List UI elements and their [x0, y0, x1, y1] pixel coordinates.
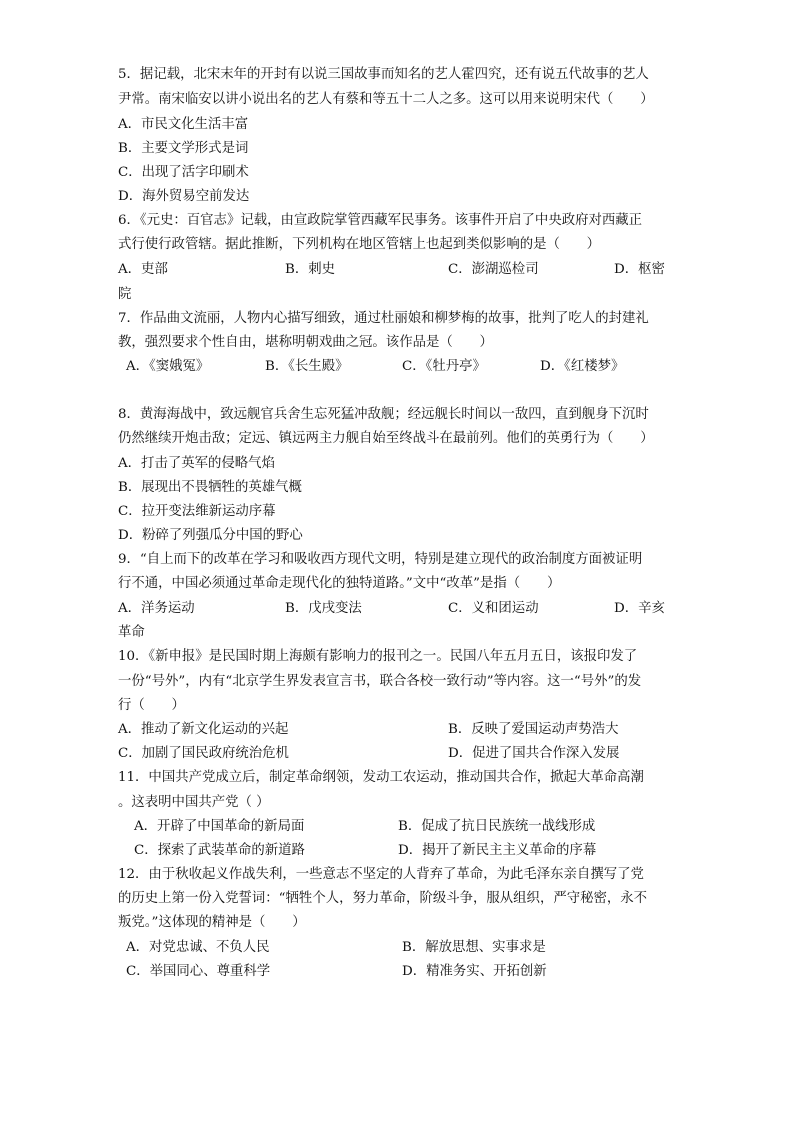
question-10-option-d: D．促进了国共合作深入发展: [448, 746, 620, 761]
question-10-stem-line1: 10．《新申报》是民国时期上海颇有影响力的报刊之一。民国八年五月五日，该报印发了: [118, 649, 638, 664]
question-8-option-b: B．展现出不畏牺牲的英雄气概: [118, 480, 302, 495]
question-9-option-a: A．洋务运动: [118, 601, 195, 616]
question-7-option-a: A．《窦娥冤》: [126, 359, 210, 374]
question-6-option-b: B．刺史: [285, 262, 336, 277]
question-8-stem-line1: 8．黄海海战中，致远舰官兵舍生忘死猛冲敌舰；经远舰长时间以一敌四，直到舰身下沉时: [118, 407, 649, 422]
question-11-stem-line2: 。这表明中国共产党（ ）: [118, 795, 270, 810]
question-5-option-a: A．市民文化生活丰富: [118, 117, 249, 132]
question-12-option-a: A．对党忠诚、不负人民: [126, 940, 270, 955]
question-11-option-a: A．开辟了中国革命的新局面: [134, 819, 305, 834]
question-7-option-c: C．《牡丹亭》: [402, 359, 486, 374]
question-12-stem-line1: 12．由于秋收起义作战失利，一些意志不坚定的人背弃了革命，为此毛泽东亲自撰写了党: [118, 867, 644, 882]
question-10-option-c: C．加剧了国民政府统治危机: [118, 746, 289, 761]
question-9-option-c: C．义和团运动: [448, 601, 539, 616]
question-9-option-d: D．辛亥: [614, 601, 665, 616]
question-5-option-b: B．主要文学形式是词: [118, 141, 249, 156]
question-9-option-b: B．戊戌变法: [285, 601, 362, 616]
question-5-option-d: D．海外贸易空前发达: [118, 189, 250, 204]
question-7-option-b: B．《长生殿》: [265, 359, 349, 374]
question-9-stem-line1: 9．“自上而下的改革在学习和吸收西方现代文明，特别是建立现代的政治制度方面被证明: [118, 552, 643, 567]
question-6-option-a: A．吏部: [118, 262, 168, 277]
question-10-stem-line3: 行（ ）: [118, 698, 185, 713]
question-12-stem-line2: 的历史上第一份入党誓词：“牺牲个人，努力革命，阶级斗争，服从组织，严守秘密，永不: [118, 891, 648, 906]
question-8-option-d: D．粉碎了列强瓜分中国的野心: [118, 528, 303, 543]
question-11-option-b: B．促成了抗日民族统一战线形成: [398, 819, 596, 834]
question-5-stem-line1: 5．据记载，北宋末年的开封有以说三国故事而知名的艺人霍四究，还有说五代故事的艺人: [118, 67, 649, 82]
question-9-option-d-wrap: 革命: [118, 625, 145, 640]
question-7-stem-line2: 教，强烈要求个性自由，堪称明朝戏曲之冠。该作品是（ ）: [118, 335, 493, 350]
question-8-stem-line2: 仍然继续开炮击敌；定远、镇远两主力舰自始至终战斗在最前列。他们的英勇行为（ ）: [118, 431, 654, 446]
question-6-stem-line1: 6．《元史：百官志》记载，由宣政院掌管西藏军民事务。该事件开启了中央政府对西藏正: [118, 213, 643, 228]
question-8-option-a: A．打击了英军的侵略气焰: [118, 456, 275, 471]
question-10-stem-line2: 一份“号外”，内有“北京学生界发表宣言书，联合各校一致行动”等内容。这一“号外”的发: [118, 674, 642, 689]
question-10-option-a: A．推动了新文化运动的兴起: [118, 722, 289, 737]
question-12-option-d: D．精准务实、开拓创新: [402, 964, 547, 979]
question-6-option-d-wrap: 院: [118, 287, 132, 302]
question-6-option-d: D．枢密: [614, 262, 665, 277]
question-12-stem-line3: 叛党。”这体现的精神是（ ）: [118, 915, 306, 930]
question-5-option-c: C．出现了活字印刷术: [118, 165, 249, 180]
question-5-stem-line2: 尹常。南宋临安以讲小说出名的艺人有蔡和等五十二人之多。这可以用来说明宋代（ ）: [118, 92, 654, 107]
question-9-stem-line2: 行不通，中国必须通过革命走现代化的独特道路。”文中“改革”是指（ ）: [118, 576, 561, 591]
question-12-option-b: B．解放思想、实事求是: [402, 940, 546, 955]
question-6-stem-line2: 式行使行政管辖。据此推断，下列机构在地区管辖上也起到类似影响的是（ ）: [118, 237, 601, 252]
question-11-option-d: D．揭开了新民主主义革命的序幕: [398, 843, 597, 858]
question-7-option-d: D．《红楼梦》: [540, 359, 625, 374]
question-10-option-b: B．反映了爱国运动声势浩大: [448, 722, 619, 737]
question-11-option-c: C．探索了武装革命的新道路: [134, 843, 305, 858]
question-7-stem-line1: 7．作品曲文流丽，人物内心描写细致，通过杜丽娘和柳梦梅的故事，批判了吃人的封建礼: [118, 311, 649, 326]
question-12-option-c: C．举国同心、尊重科学: [126, 964, 271, 979]
question-11-stem-line1: 11．中国共产党成立后，制定革命纲领，发动工农运动，推动国共合作，掀起大革命高潮: [118, 770, 644, 785]
question-6-option-c: C．澎湖巡检司: [448, 262, 539, 277]
question-8-option-c: C．拉开变法维新运动序幕: [118, 504, 276, 519]
